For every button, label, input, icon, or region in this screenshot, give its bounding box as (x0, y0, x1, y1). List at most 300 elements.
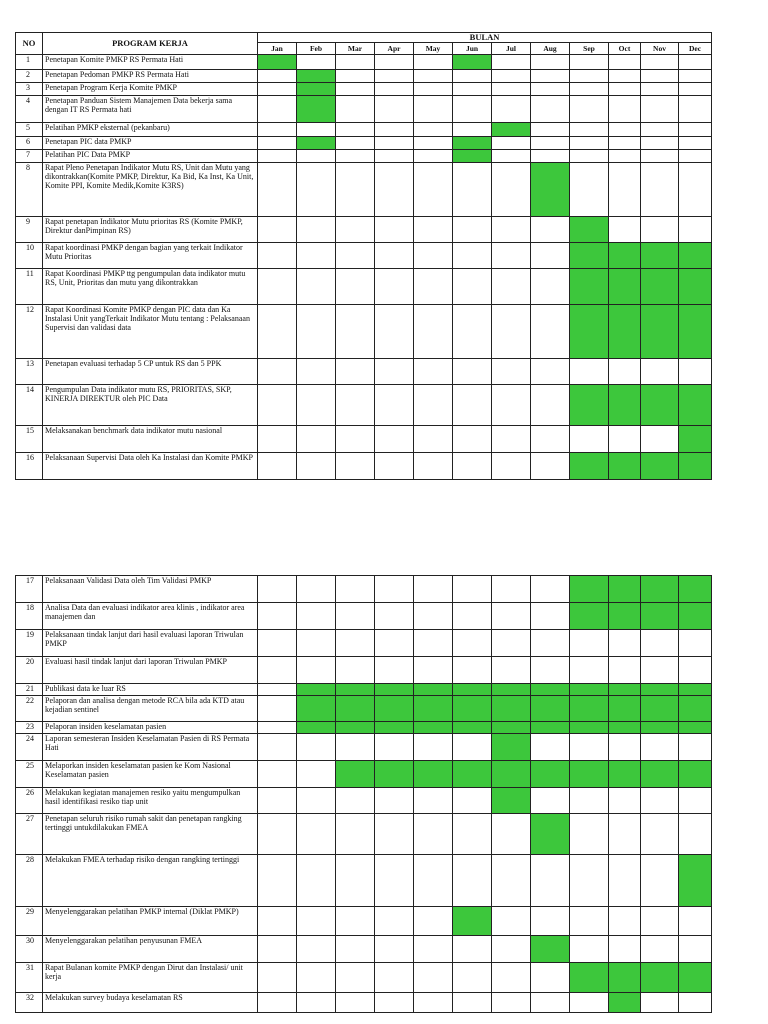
month-cell-active (609, 576, 641, 603)
month-cell (492, 83, 531, 96)
month-cell (414, 453, 453, 480)
program-row (16, 963, 712, 993)
month-cell (414, 385, 453, 426)
month-cell (453, 630, 492, 657)
month-header-jun: Jun (453, 43, 492, 55)
month-cell (414, 603, 453, 630)
month-cell-active (609, 453, 641, 480)
month-cell (258, 426, 297, 453)
program-row (16, 70, 712, 83)
row-number: 1 (16, 55, 43, 70)
month-cell (375, 55, 414, 70)
month-cell (641, 855, 679, 907)
month-header-feb: Feb (297, 43, 336, 55)
month-cell (297, 936, 336, 963)
month-cell-active (641, 603, 679, 630)
program-text: Rapat Pleno Penetapan Indikator Mutu RS, Unit dan Mutu yang dikontrakkan(Komite PMKP, Direktur, Ka Bid, Ka Inst, Ka Unit, Komite PPI, Komite Medik,Komite K3RS) (43, 163, 258, 217)
month-cell (375, 453, 414, 480)
program-row (16, 123, 712, 137)
month-cell (679, 993, 712, 1013)
month-cell (453, 269, 492, 305)
month-cell (414, 963, 453, 993)
month-cell (414, 123, 453, 137)
month-cell-active (453, 55, 492, 70)
month-cell (492, 657, 531, 684)
program-row (16, 630, 712, 657)
month-cell (375, 96, 414, 123)
program-text: Penetapan Panduan Sistem Manajemen Data bekerja sama dengan IT RS Permata hati (43, 96, 258, 123)
month-cell (570, 137, 609, 150)
program-text: Penetapan Pedoman PMKP RS Permata Hati (43, 70, 258, 83)
month-cell (609, 150, 641, 163)
month-header-jul: Jul (492, 43, 531, 55)
month-cell (414, 734, 453, 761)
month-cell (570, 814, 609, 855)
month-cell (453, 788, 492, 814)
row-number: 10 (16, 243, 43, 269)
program-row (16, 55, 712, 70)
month-cell (609, 70, 641, 83)
month-cell (336, 385, 375, 426)
month-cell-active (531, 761, 570, 788)
month-cell (336, 576, 375, 603)
month-cell (641, 993, 679, 1013)
month-cell (375, 70, 414, 83)
work-program-table-1 (15, 32, 712, 480)
month-header-nov: Nov (641, 43, 679, 55)
month-cell-active (641, 305, 679, 359)
month-cell (258, 684, 297, 696)
month-cell-active (641, 696, 679, 722)
month-cell (453, 243, 492, 269)
month-cell (531, 150, 570, 163)
row-number: 12 (16, 305, 43, 359)
month-cell (570, 55, 609, 70)
month-cell (375, 603, 414, 630)
month-cell (531, 788, 570, 814)
month-cell (297, 123, 336, 137)
month-cell-active (679, 963, 712, 993)
month-cell (609, 123, 641, 137)
program-row (16, 814, 712, 855)
program-row (16, 426, 712, 453)
month-cell-active (641, 269, 679, 305)
month-cell (258, 243, 297, 269)
row-number: 19 (16, 630, 43, 657)
month-cell (414, 426, 453, 453)
month-cell (453, 385, 492, 426)
program-text: Penetapan PIC data PMKP (43, 137, 258, 150)
month-cell (297, 814, 336, 855)
program-text: Publikasi data ke luar RS (43, 684, 258, 696)
month-cell (375, 814, 414, 855)
month-cell (258, 696, 297, 722)
month-cell (258, 603, 297, 630)
month-cell (258, 150, 297, 163)
month-cell (492, 163, 531, 217)
month-cell (570, 83, 609, 96)
month-cell (375, 163, 414, 217)
month-cell (414, 269, 453, 305)
month-cell-active (679, 603, 712, 630)
month-cell (609, 163, 641, 217)
month-cell (258, 855, 297, 907)
month-cell (336, 70, 375, 83)
month-cell (609, 359, 641, 385)
row-number: 23 (16, 722, 43, 734)
month-cell-active (679, 243, 712, 269)
month-cell-active (453, 907, 492, 936)
program-row (16, 696, 712, 722)
month-cell (336, 453, 375, 480)
month-cell (258, 722, 297, 734)
month-cell (453, 359, 492, 385)
month-cell (336, 305, 375, 359)
month-cell (414, 217, 453, 243)
month-cell (453, 453, 492, 480)
month-cell (492, 907, 531, 936)
month-cell (258, 305, 297, 359)
month-cell-active (531, 722, 570, 734)
month-cell (570, 70, 609, 83)
program-row (16, 788, 712, 814)
month-cell (453, 426, 492, 453)
month-cell (336, 123, 375, 137)
month-cell-active (297, 684, 336, 696)
month-cell-active (375, 761, 414, 788)
month-cell (492, 305, 531, 359)
month-cell-active (641, 761, 679, 788)
program-row (16, 993, 712, 1013)
month-cell (336, 936, 375, 963)
month-cell (641, 163, 679, 217)
month-cell (609, 814, 641, 855)
month-cell (258, 761, 297, 788)
month-cell-active (570, 453, 609, 480)
month-cell-active (609, 993, 641, 1013)
month-cell (492, 630, 531, 657)
month-cell (258, 217, 297, 243)
month-cell (375, 576, 414, 603)
month-cell (679, 55, 712, 70)
month-cell (414, 70, 453, 83)
month-cell (336, 963, 375, 993)
month-cell (679, 657, 712, 684)
month-cell-active (570, 963, 609, 993)
month-cell (492, 55, 531, 70)
month-cell (679, 814, 712, 855)
month-cell (297, 55, 336, 70)
month-cell (641, 137, 679, 150)
month-cell (258, 630, 297, 657)
month-cell (375, 936, 414, 963)
month-cell (679, 150, 712, 163)
month-cell (414, 243, 453, 269)
month-cell-active (492, 734, 531, 761)
month-cell (375, 359, 414, 385)
row-number: 17 (16, 576, 43, 603)
month-cell-active (570, 576, 609, 603)
program-text: Pelaksanaan Validasi Data oleh Tim Validasi PMKP (43, 576, 258, 603)
month-cell (609, 630, 641, 657)
month-cell (297, 150, 336, 163)
month-cell (641, 630, 679, 657)
program-text: Pengumpulan Data indikator mutu RS, PRIORITAS, SKP, KINERJA DIREKTUR oleh PIC Data (43, 385, 258, 426)
month-cell (414, 96, 453, 123)
month-cell (609, 936, 641, 963)
month-cell (414, 163, 453, 217)
month-cell-active (609, 269, 641, 305)
month-cell (453, 96, 492, 123)
row-number: 14 (16, 385, 43, 426)
month-cell (641, 217, 679, 243)
month-cell (641, 70, 679, 83)
month-cell (297, 603, 336, 630)
month-cell (570, 855, 609, 907)
month-cell (453, 603, 492, 630)
month-cell (258, 163, 297, 217)
program-text: Pelaksanaan Supervisi Data oleh Ka Instalasi dan Komite PMKP (43, 453, 258, 480)
program-text: Pelatihan PIC Data PMKP (43, 150, 258, 163)
month-cell (258, 907, 297, 936)
program-row (16, 137, 712, 150)
month-cell (258, 269, 297, 305)
month-cell (531, 385, 570, 426)
month-cell (531, 576, 570, 603)
month-cell (570, 734, 609, 761)
month-cell-active (492, 684, 531, 696)
month-cell (609, 907, 641, 936)
month-cell (492, 855, 531, 907)
month-cell (531, 70, 570, 83)
month-cell (258, 734, 297, 761)
month-cell (609, 137, 641, 150)
month-cell (375, 269, 414, 305)
month-cell (258, 96, 297, 123)
program-text: Penetapan Program Kerja Komite PMKP (43, 83, 258, 96)
month-cell (414, 855, 453, 907)
month-cell-active (297, 70, 336, 83)
month-cell-active (336, 761, 375, 788)
month-cell (336, 359, 375, 385)
row-number: 26 (16, 788, 43, 814)
row-number: 22 (16, 696, 43, 722)
month-cell-active (570, 243, 609, 269)
month-cell (531, 426, 570, 453)
program-text: Melaksanakan benchmark data indikator mutu nasional (43, 426, 258, 453)
month-cell (570, 426, 609, 453)
month-header-dec: Dec (679, 43, 712, 55)
month-cell-active (679, 269, 712, 305)
month-cell (414, 83, 453, 96)
month-cell-active (679, 761, 712, 788)
month-cell-active (336, 722, 375, 734)
month-cell (641, 734, 679, 761)
month-cell (531, 963, 570, 993)
row-number: 5 (16, 123, 43, 137)
program-text: Pelaksanaan tindak lanjut dari hasil evaluasi laporan Triwulan PMKP (43, 630, 258, 657)
month-cell (641, 657, 679, 684)
month-cell (531, 453, 570, 480)
row-number: 28 (16, 855, 43, 907)
month-cell (679, 734, 712, 761)
month-cell (453, 963, 492, 993)
month-cell-active (492, 761, 531, 788)
program-text: Melakukan kegiatan manajemen resiko yaitu mengumpulkan hasil identifikasi resiko tiap unit (43, 788, 258, 814)
month-cell-active (570, 269, 609, 305)
program-row (16, 217, 712, 243)
header-bulan: BULAN (258, 33, 712, 43)
month-cell-active (297, 137, 336, 150)
month-cell (336, 217, 375, 243)
month-cell (375, 123, 414, 137)
month-cell-active (609, 963, 641, 993)
month-cell (375, 243, 414, 269)
month-cell-active (679, 722, 712, 734)
month-cell-active (570, 603, 609, 630)
program-text: Rapat Bulanan komite PMKP dengan Dirut dan Instalasi/ unit kerja (43, 963, 258, 993)
program-text: Melakukan survey budaya keselamatan RS (43, 993, 258, 1013)
month-cell (375, 83, 414, 96)
program-row (16, 385, 712, 426)
month-cell (679, 137, 712, 150)
program-text: Menyelenggarakan pelatihan PMKP internal (Diklat PMKP) (43, 907, 258, 936)
month-cell (297, 163, 336, 217)
month-cell-active (679, 696, 712, 722)
month-cell (297, 761, 336, 788)
month-cell (375, 855, 414, 907)
month-cell-active (609, 243, 641, 269)
month-cell-active (641, 963, 679, 993)
month-header-sep: Sep (570, 43, 609, 55)
month-header-oct: Oct (609, 43, 641, 55)
month-cell (375, 993, 414, 1013)
program-row (16, 83, 712, 96)
month-cell-active (531, 936, 570, 963)
program-text: Pelatihan PMKP eksternal (pekanbaru) (43, 123, 258, 137)
month-cell (336, 734, 375, 761)
month-cell-active (258, 55, 297, 70)
month-cell-active (375, 684, 414, 696)
month-cell (414, 814, 453, 855)
program-row (16, 453, 712, 480)
month-cell (609, 96, 641, 123)
row-number: 9 (16, 217, 43, 243)
month-cell (297, 734, 336, 761)
month-cell (414, 150, 453, 163)
month-cell (641, 788, 679, 814)
month-cell (453, 83, 492, 96)
month-cell (453, 305, 492, 359)
month-cell (570, 657, 609, 684)
month-cell (531, 907, 570, 936)
month-cell (492, 576, 531, 603)
month-cell (453, 123, 492, 137)
month-cell (531, 55, 570, 70)
month-cell (570, 788, 609, 814)
month-cell (258, 70, 297, 83)
month-cell (258, 359, 297, 385)
row-number: 7 (16, 150, 43, 163)
month-cell (570, 907, 609, 936)
program-text: Rapat Koordinasi PMKP ttg pengumpulan data indikator mutu RS, Unit, Prioritas dan mutu yang dikontrakkan (43, 269, 258, 305)
month-cell-active (570, 217, 609, 243)
month-cell (531, 83, 570, 96)
month-cell (336, 96, 375, 123)
month-cell (258, 963, 297, 993)
month-cell (414, 788, 453, 814)
month-cell (375, 426, 414, 453)
month-cell (414, 993, 453, 1013)
month-cell (336, 163, 375, 217)
program-text: Rapat penetapan Indikator Mutu prioritas RS (Komite PMKP, Direktur danPimpinan RS) (43, 217, 258, 243)
month-cell-active (641, 243, 679, 269)
month-cell (609, 657, 641, 684)
month-cell-active (609, 696, 641, 722)
month-cell (375, 963, 414, 993)
month-cell (492, 936, 531, 963)
month-cell (453, 217, 492, 243)
program-row (16, 722, 712, 734)
month-cell (641, 55, 679, 70)
month-cell (297, 359, 336, 385)
month-cell-active (570, 761, 609, 788)
program-text: Menyelenggarakan pelatihan penyusunan FMEA (43, 936, 258, 963)
month-cell-active (609, 305, 641, 359)
program-row (16, 96, 712, 123)
month-cell (297, 243, 336, 269)
month-cell (336, 855, 375, 907)
month-cell (297, 657, 336, 684)
month-cell-active (414, 761, 453, 788)
month-cell (531, 657, 570, 684)
month-cell (492, 359, 531, 385)
month-cell (609, 217, 641, 243)
month-header-mar: Mar (336, 43, 375, 55)
month-cell-active (570, 684, 609, 696)
month-cell-active (531, 684, 570, 696)
row-number: 32 (16, 993, 43, 1013)
month-cell-active (679, 305, 712, 359)
month-cell (492, 217, 531, 243)
month-cell (336, 150, 375, 163)
month-cell (375, 734, 414, 761)
month-cell (453, 814, 492, 855)
month-cell (492, 603, 531, 630)
month-cell (570, 936, 609, 963)
month-cell-active (679, 453, 712, 480)
month-cell (609, 855, 641, 907)
month-cell (679, 936, 712, 963)
month-cell (375, 305, 414, 359)
month-cell (414, 657, 453, 684)
program-row (16, 657, 712, 684)
month-cell-active (336, 684, 375, 696)
month-cell (297, 993, 336, 1013)
month-cell (570, 630, 609, 657)
month-cell (297, 630, 336, 657)
month-cell (531, 243, 570, 269)
header-no: NO (16, 33, 43, 55)
row-number: 25 (16, 761, 43, 788)
month-cell-active (531, 814, 570, 855)
month-cell-active (570, 722, 609, 734)
month-cell (570, 123, 609, 137)
program-text: Penetapan evaluasi terhadap 5 CP untuk RS dan 5 PPK (43, 359, 258, 385)
month-cell (531, 269, 570, 305)
month-header-apr: Apr (375, 43, 414, 55)
month-cell (414, 907, 453, 936)
